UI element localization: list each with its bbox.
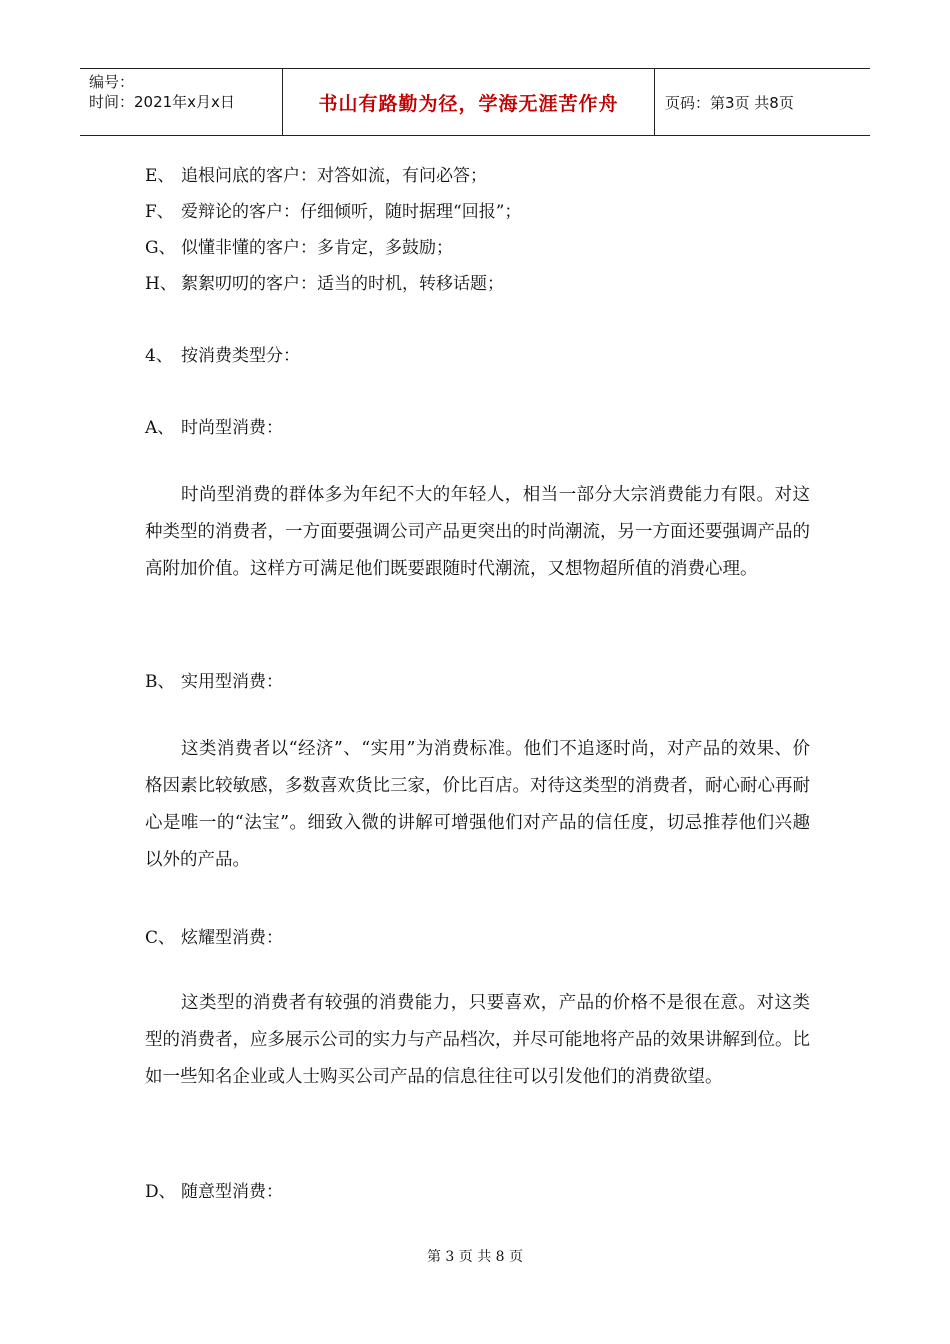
header-motto: 书山有路勤为径，学海无涯苦作舟	[283, 69, 655, 135]
section-4-heading	[145, 341, 300, 366]
number-label: 编号：	[89, 73, 135, 91]
list-text: 追根问底的客户：对答如流，有问必答；	[181, 166, 487, 186]
header-meta	[80, 69, 283, 135]
list-item-g	[145, 233, 453, 258]
section-title: 炫耀型消费：	[181, 928, 283, 948]
list-marker: F、	[145, 202, 174, 222]
section-marker: 4、	[145, 346, 173, 366]
section-b-heading	[145, 667, 283, 692]
section-c-heading	[145, 923, 283, 948]
section-marker: B、	[145, 672, 175, 692]
section-a-body: 时尚型消费的群体多为年纪不大的年轻人，相当一部分大宗消费能力有限。对这种类型的消费者，一方面要强调公司产品更突出的时尚潮流，另一方面还要强调产品的高附加价值。这样方可满足他们既要跟随时代潮流，又想物超所值的消费心理。	[145, 485, 810, 579]
section-marker: D、	[145, 1182, 176, 1202]
section-marker: A、	[145, 418, 175, 438]
list-marker: E、	[145, 166, 175, 186]
section-title: 时尚型消费：	[181, 418, 283, 438]
section-a-heading	[145, 413, 283, 438]
list-item-f	[145, 197, 521, 222]
section-title: 实用型消费：	[181, 672, 283, 692]
page-header	[80, 68, 870, 136]
list-item-e	[145, 161, 487, 186]
section-b-body: 这类消费者以“经济”、“实用”为消费标准。他们不追逐时尚，对产品的效果、价格因素比较敏感，多数喜欢货比三家，价比百店。对待这类型的消费者，耐心耐心再耐心是唯一的“法宝”。细致入微的讲解可增强他们对产品的信任度，切忌推荐他们兴趣以外的产品。	[145, 739, 810, 870]
list-text: 似懂非懂的客户：多肯定，多鼓励；	[181, 238, 453, 258]
list-marker: G、	[145, 238, 176, 258]
page-footer: 第 3 页 共 8 页	[426, 1249, 524, 1265]
list-marker: H、	[145, 274, 177, 294]
list-item-h	[145, 269, 504, 294]
list-text: 絮絮叨叨的客户：适当的时机，转移话题；	[181, 274, 504, 294]
time-label: 时间：2021年x月x日	[89, 93, 235, 111]
header-page-info: 页码：第3页 共8页	[665, 93, 794, 112]
section-c-body: 这类型的消费者有较强的消费能力，只要喜欢，产品的价格不是很在意。对这类型的消费者，应多展示公司的实力与产品档次，并尽可能地将产品的效果讲解到位。比如一些知名企业或人士购买公司产品的信息往往可以引发他们的消费欲望。	[145, 993, 810, 1087]
section-title: 按消费类型分：	[181, 346, 300, 366]
section-marker: C、	[145, 928, 176, 948]
section-title: 随意型消费：	[181, 1182, 283, 1202]
section-d-heading	[145, 1177, 283, 1202]
list-text: 爱辩论的客户：仔细倾听，随时据理“回报”；	[181, 202, 522, 222]
